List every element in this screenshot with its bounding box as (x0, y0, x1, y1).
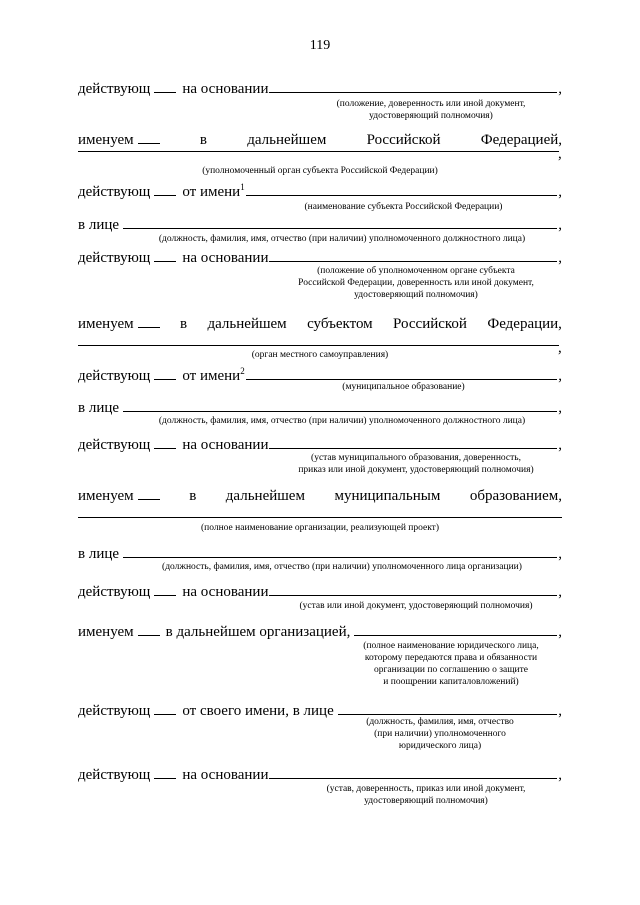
acting-basis-line-1: действующ на основании , (78, 81, 562, 97)
caption-local-government: (орган местного самоуправления) (251, 350, 389, 360)
caption-basis-4: (устав или иной документ, удостоверяющий полномочия) (299, 601, 533, 611)
caption-basis-5: (устав, доверенность, приказ или иной документ, удостоверяющий полномочия) (326, 784, 526, 806)
ending-blank[interactable] (138, 623, 160, 636)
ending-blank[interactable] (154, 766, 176, 779)
official-field-3[interactable] (123, 545, 557, 558)
caption-basis-3: (устав муниципального образования, доверенность, приказ или иной документ, удостоверяющий полномочия) (298, 453, 534, 475)
project-organization-field[interactable] (78, 516, 562, 518)
caption-basis-2: (положение об уполномоченном органе субъекта Российской Федерации, доверенность или иной документ, удостоверяющий полномочия) (298, 266, 534, 300)
acting-on-behalf-line-1: действующ от имени$^1$ , (78, 182, 562, 200)
caption-municipality: (муниципальное образование) (342, 382, 465, 392)
acting-own-behalf-line: действующ от своего имени, в лице , (78, 703, 562, 719)
ending-blank[interactable] (138, 315, 160, 328)
basis-field-4[interactable] (269, 583, 557, 596)
caption-legal-entity: (полное наименование юридического лица, которому передаются права и обязанности организации по соглашению о защите и поощрении капиталовложений) (363, 641, 539, 687)
in-person-line-3: в лице , (78, 546, 562, 562)
ending-blank[interactable] (154, 702, 176, 715)
in-person-line-2: в лице , (78, 400, 562, 416)
acting-basis-line-5: действующ на основании , (78, 767, 562, 783)
rf-organ-field[interactable] (78, 150, 559, 152)
caption-subject-name: (наименование субъекта Российской Федерации) (304, 202, 503, 212)
legal-entity-official-field[interactable] (338, 702, 558, 715)
acting-basis-line-2: действующ на основании , (78, 250, 562, 266)
basis-field-3[interactable] (269, 436, 557, 449)
named-organization-line: именуем в дальнейшем организацией, , (78, 624, 562, 640)
official-field-1[interactable] (123, 216, 557, 229)
legal-entity-field[interactable] (354, 623, 557, 636)
caption-project-organization: (полное наименование организации, реализующей проект) (200, 523, 439, 533)
municipality-field[interactable] (246, 367, 558, 380)
acting-basis-line-4: действующ на основании , (78, 584, 562, 600)
ending-blank[interactable] (154, 583, 176, 596)
caption-legal-entity-official: (должность, фамилия, имя, отчество (при наличии) уполномоченного юридического лица) (366, 717, 514, 751)
local-government-field[interactable] (78, 344, 559, 346)
acting-on-behalf-line-2: действующ от имени$^2$ , (78, 366, 562, 384)
acting-basis-line-3: действующ на основании , (78, 437, 562, 453)
ending-blank[interactable] (154, 249, 176, 262)
ending-blank[interactable] (154, 367, 176, 380)
named-municipality-line: именуем в дальнейшем муниципальным образованием, (78, 488, 562, 504)
ending-blank[interactable] (154, 436, 176, 449)
caption-official-1: (должность, фамилия, имя, отчество (при наличии) уполномоченного должностного лица) (158, 234, 526, 244)
ending-blank[interactable] (138, 487, 160, 500)
in-person-line-1: в лице , (78, 217, 562, 233)
official-field-2[interactable] (123, 399, 557, 412)
ending-blank[interactable] (154, 183, 176, 196)
caption-official-3: (должность, фамилия, имя, отчество (при наличии) уполномоченного лица организации) (162, 562, 522, 572)
subject-name-field[interactable] (246, 183, 558, 196)
named-subject-line: именуем в дальнейшем субъектом Российской Федерации, (78, 316, 562, 332)
basis-field[interactable] (269, 80, 557, 93)
ending-blank[interactable] (138, 131, 160, 144)
basis-field-5[interactable] (269, 766, 557, 779)
page-number: 119 (309, 38, 331, 53)
named-rf-line: именуем в дальнейшем Российской Федерацией, (78, 132, 562, 148)
basis-field-2[interactable] (269, 249, 557, 262)
caption-rf-organ: (уполномоченный орган субъекта Российской Федерации) (202, 166, 438, 176)
caption-official-2: (должность, фамилия, имя, отчество (при наличии) уполномоченного должностного лица) (158, 416, 526, 426)
caption-basis-1: (положение, доверенность или иной документ, удостоверяющий полномочия) (336, 99, 526, 121)
ending-blank[interactable] (154, 80, 176, 93)
